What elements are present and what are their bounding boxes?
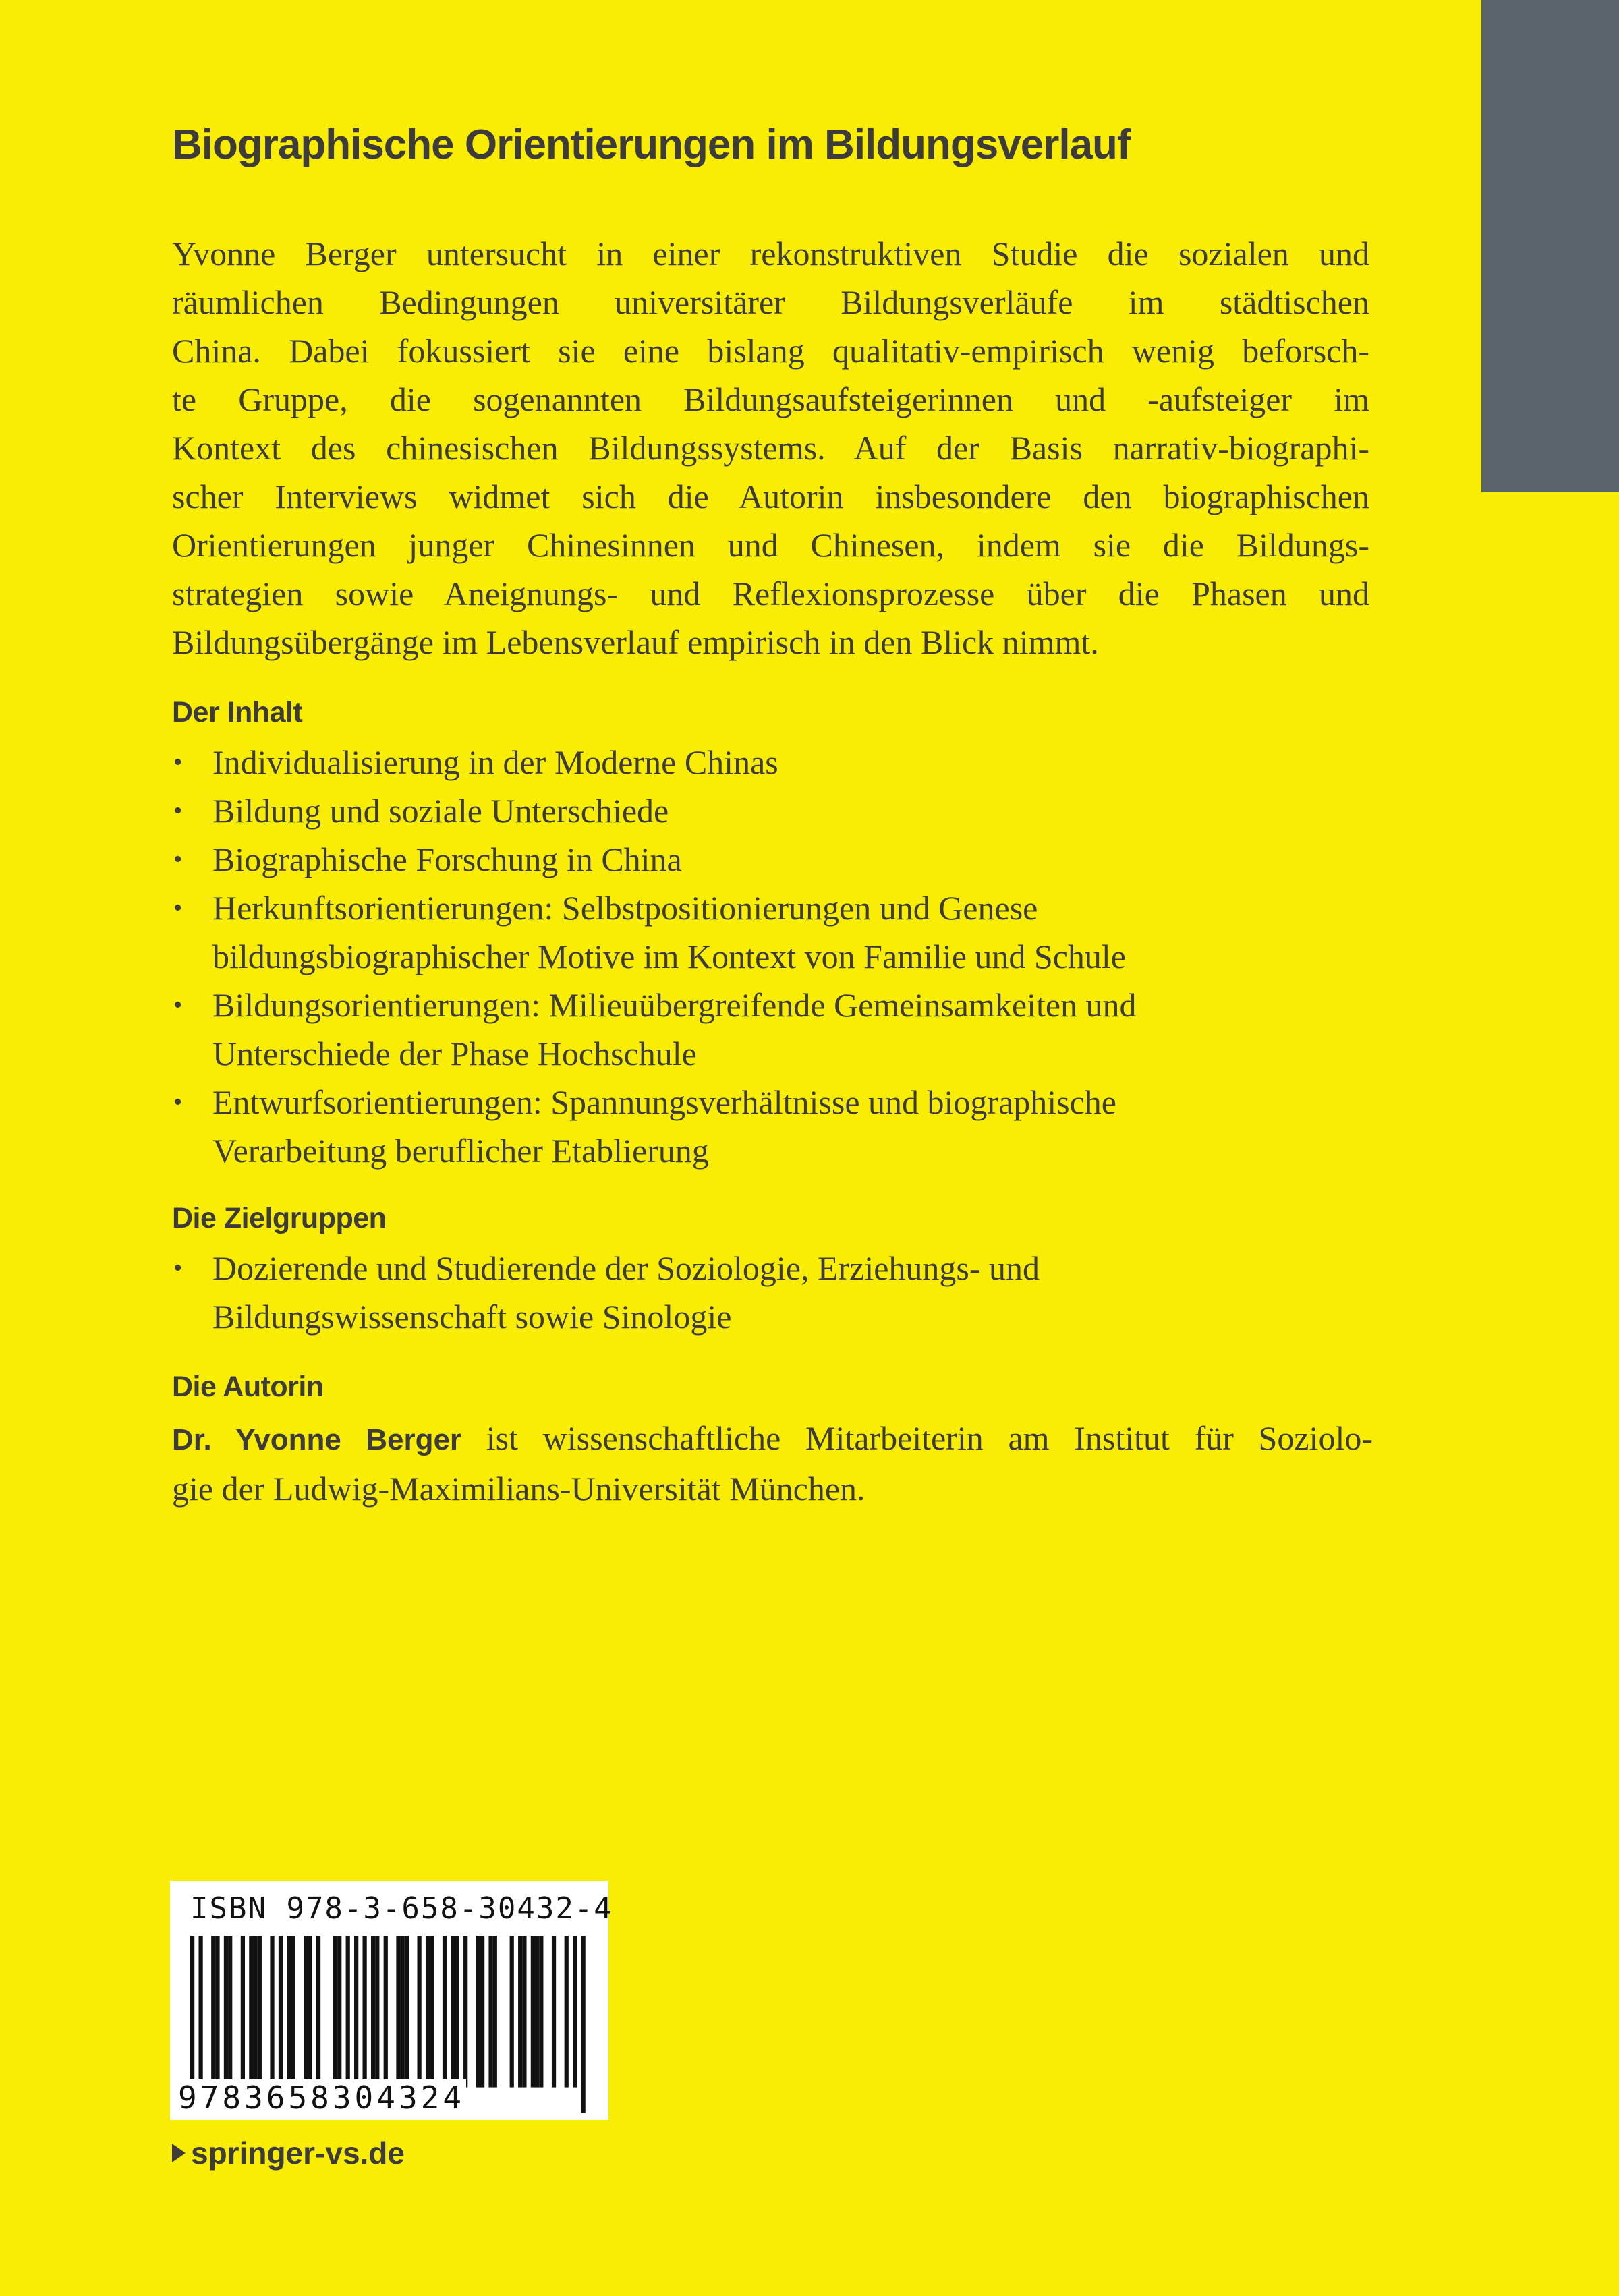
author-bio-text-1: ist wissenschaftliche Mitarbeiterin am Institut für Soziolo- xyxy=(461,1419,1373,1457)
barcode-bar xyxy=(573,1936,577,2088)
barcode-bar xyxy=(287,1936,291,2088)
author-name: Dr. Yvonne Berger xyxy=(172,1423,462,1456)
barcode-bar xyxy=(493,1936,497,2088)
barcode-bar xyxy=(346,1936,350,2088)
list-item-text: bildungsbiographischer Motive im Kontext von Familie und Schule xyxy=(212,938,1127,975)
triangle-right-icon xyxy=(172,2144,186,2162)
barcode-bar xyxy=(224,1936,228,2088)
book-title: Biographische Orientierungen im Bildungsverlauf xyxy=(172,121,1131,168)
barcode-bar xyxy=(270,1936,274,2088)
bullet-icon: • xyxy=(173,845,183,873)
barcode-bar xyxy=(455,1936,459,2088)
contents-heading: Der Inhalt xyxy=(172,696,303,728)
bullet-icon: • xyxy=(173,748,183,776)
list-item-text: Bildungsorientierungen: Milieuübergreifende Gemeinsamkeiten und xyxy=(212,986,1137,1024)
abstract-line: Bildungsübergänge im Lebensverlauf empirisch in den Blick nimmt. xyxy=(172,623,1099,661)
barcode-bar xyxy=(354,1936,358,2088)
list-item-text: Biographische Forschung in China xyxy=(212,840,682,878)
abstract-line: te Gruppe, die sogenannten Bildungsaufsteigerinnen und -aufsteiger im xyxy=(172,380,1369,418)
list-item xyxy=(172,835,1376,884)
abstract-line: Kontext des chinesischen Bildungssystems. Auf der Basis narrativ-biographi- xyxy=(172,429,1369,467)
barcode-bar xyxy=(476,1936,480,2088)
barcode-bar xyxy=(215,1936,219,2088)
barcode-bar xyxy=(333,1936,337,2088)
list-item-text: Herkunftsorientierungen: Selbstpositionierungen und Genese xyxy=(212,889,1038,927)
barcode-bar xyxy=(375,1936,379,2088)
barcode-bar xyxy=(430,1936,434,2088)
side-color-bar xyxy=(1481,0,1619,492)
list-item-text: Dozierende und Studierende der Soziologie, Erziehungs- und xyxy=(212,1249,1040,1287)
barcode-bar xyxy=(241,1936,245,2088)
list-item xyxy=(172,786,1376,835)
abstract-line: China. Dabei fokussiert sie eine bislang qualitativ-empirisch wenig beforsch- xyxy=(172,332,1369,370)
barcode-bar xyxy=(211,1936,215,2088)
list-item xyxy=(172,738,1376,786)
barcode-bar xyxy=(451,1936,455,2088)
abstract-paragraph xyxy=(172,229,1369,666)
barcode-bar xyxy=(535,1936,539,2088)
barcode-bar xyxy=(337,1936,341,2088)
barcode-bar xyxy=(510,1936,514,2088)
list-item-text: Verarbeitung beruflicher Etablierung xyxy=(212,1132,709,1170)
abstract-line: Yvonne Berger untersucht in einer rekonstruktiven Studie die sozialen und xyxy=(172,235,1369,272)
barcode-bar xyxy=(362,1936,366,2088)
barcode-bar xyxy=(249,1936,253,2088)
list-item xyxy=(172,1078,1376,1175)
author-bio-line-2: gie der Ludwig-Maximilians-Universität München. xyxy=(172,1470,865,1508)
abstract-line: räumlichen Bedingungen universitärer Bildungsverläufe im städtischen xyxy=(172,283,1369,321)
list-item-text: Bildungswissenschaft sowie Sinologie xyxy=(212,1298,732,1336)
bullet-icon: • xyxy=(173,991,183,1019)
barcode-bar xyxy=(518,1936,522,2088)
list-item xyxy=(172,884,1376,981)
list-item-text: Individualisierung in der Moderne Chinas xyxy=(212,743,778,781)
list-item xyxy=(172,1244,1376,1341)
barcode-bar xyxy=(258,1936,262,2088)
barcode-bar xyxy=(443,1936,447,2088)
barcode-bar xyxy=(304,1936,308,2088)
publisher-link-text: springer-vs.de xyxy=(191,2135,405,2171)
list-item-text: Bildung und soziale Unterschiede xyxy=(212,792,669,830)
barcode-bar xyxy=(565,1936,569,2088)
barcode-bar xyxy=(253,1936,257,2088)
list-item-text: Entwurfsorientierungen: Spannungsverhältnisse und biographische xyxy=(212,1083,1116,1121)
ean-digits xyxy=(177,2079,602,2117)
isbn-number: ISBN 978-3-658-30432-4 xyxy=(190,1891,613,1926)
publisher-link[interactable] xyxy=(172,2133,405,2173)
barcode-bar xyxy=(552,1936,556,2088)
barcode-bar xyxy=(308,1936,312,2088)
bullet-icon: • xyxy=(173,1088,183,1116)
list-item xyxy=(172,981,1376,1078)
barcode-bar xyxy=(228,1936,232,2088)
bullet-icon: • xyxy=(173,894,183,922)
barcode-bar xyxy=(401,1936,405,2088)
abstract-line: scher Interviews widmet sich die Autorin insbesondere den biographischen xyxy=(172,478,1369,515)
barcode-bar xyxy=(480,1936,484,2088)
barcode-bar xyxy=(463,1936,467,2088)
list-item-text: Unterschiede der Phase Hochschule xyxy=(212,1035,697,1072)
ean-digits-text: 9783658304324 xyxy=(178,2079,465,2116)
author-bio-line-1 xyxy=(172,1414,1373,1464)
barcode-bar xyxy=(426,1936,430,2088)
barcode-bar xyxy=(522,1936,526,2088)
barcode-bar xyxy=(371,1936,375,2088)
abstract-line: strategien sowie Aneignungs- und Reflexionsprozesse über die Phasen und xyxy=(172,575,1369,612)
author-bio xyxy=(172,1414,1373,1513)
bullet-icon: • xyxy=(173,1254,183,1282)
target-groups-heading: Die Zielgruppen xyxy=(172,1202,387,1234)
barcode-bar xyxy=(418,1936,422,2088)
contents-list xyxy=(172,738,1376,1175)
barcode-bar xyxy=(539,1936,543,2088)
barcode-bar xyxy=(405,1936,409,2088)
bullet-icon: • xyxy=(173,797,183,825)
barcode-bar xyxy=(291,1936,295,2088)
abstract-line: Orientierungen junger Chinesinnen und Chinesen, indem sie die Bildungs- xyxy=(172,526,1369,564)
isbn-barcode xyxy=(170,1881,613,2120)
barcode-bar xyxy=(316,1936,320,2088)
barcode-bar xyxy=(279,1936,283,2088)
target-groups-list xyxy=(172,1244,1376,1341)
author-heading: Die Autorin xyxy=(172,1371,324,1403)
barcode-bar xyxy=(531,1936,535,2088)
barcode-bar xyxy=(488,1936,492,2088)
